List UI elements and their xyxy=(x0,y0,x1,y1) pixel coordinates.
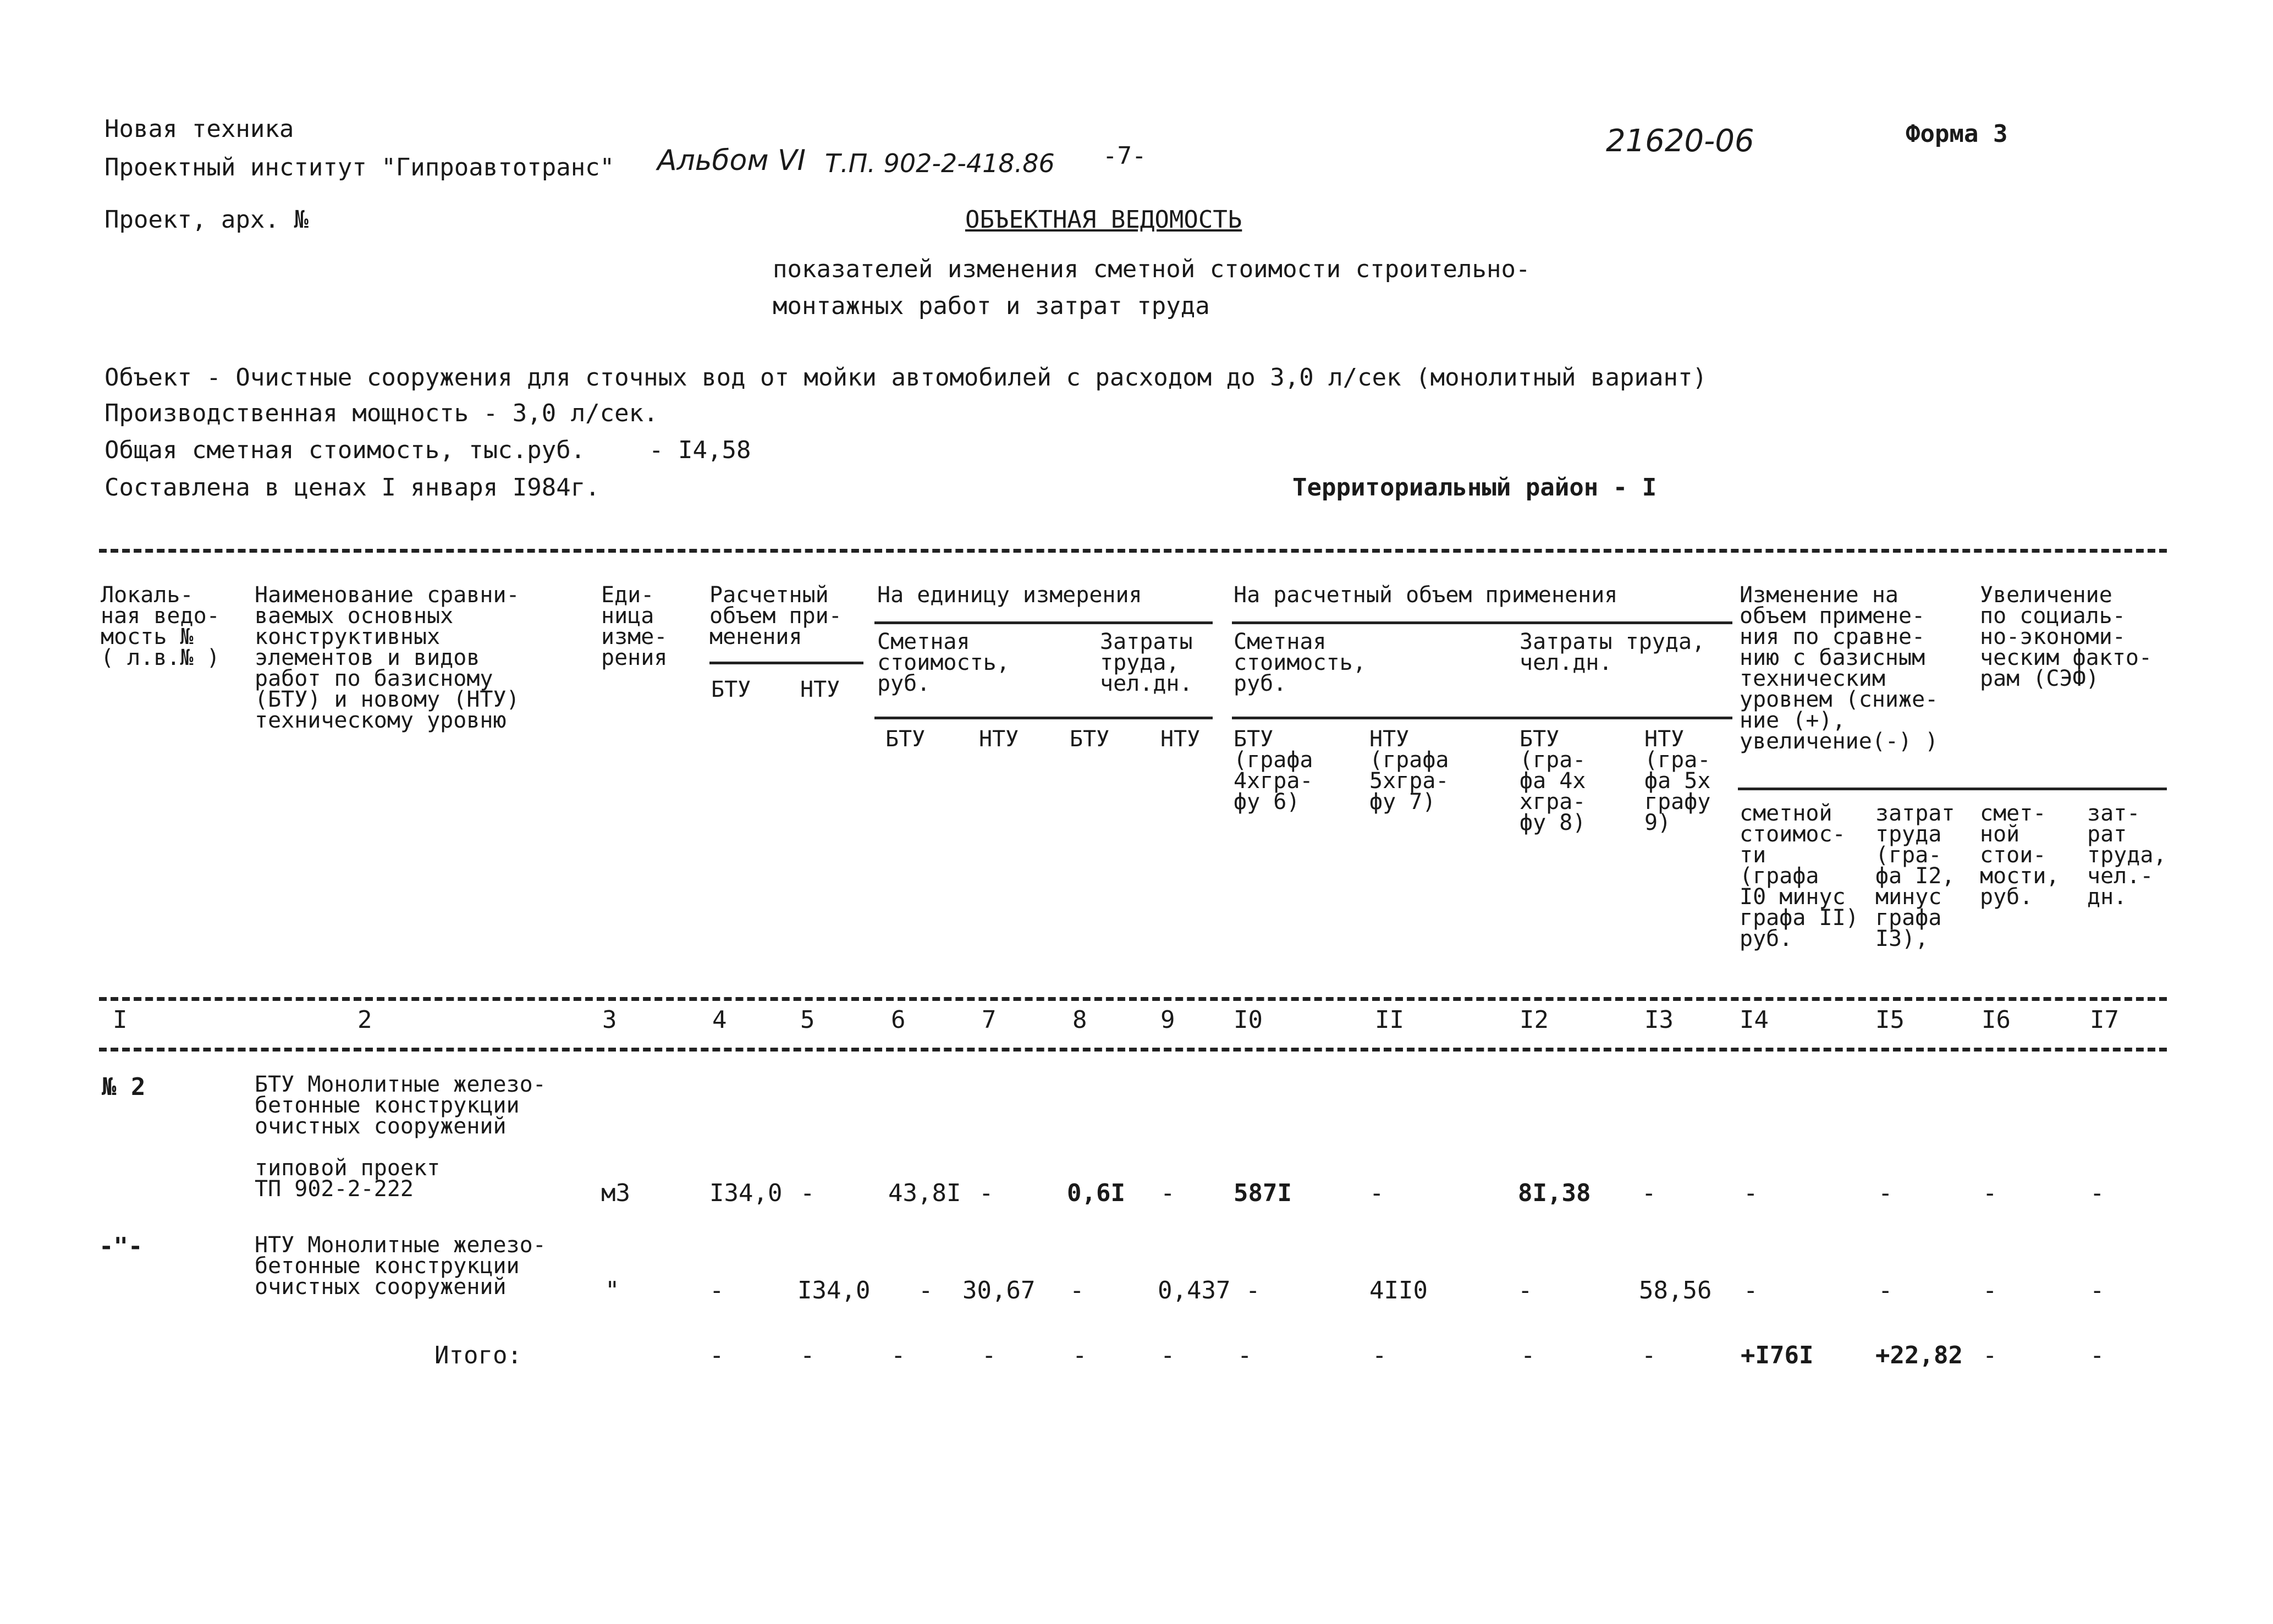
total-c7: - xyxy=(982,1341,997,1369)
colnum-5: 5 xyxy=(800,1006,815,1034)
row1-c10: 587I xyxy=(1234,1179,1292,1207)
colnum-9: 9 xyxy=(1160,1006,1175,1034)
row2-c9: 0,437 xyxy=(1158,1276,1231,1304)
total-c9: - xyxy=(1160,1341,1175,1369)
row1-name: БТУ Монолитные железо- бетонные конструкции очистных сооружений xyxy=(255,1072,546,1139)
territorial-region: Территориальный район - I xyxy=(1292,474,1657,502)
row2-c16: - xyxy=(1983,1276,1997,1304)
colnum-14: I4 xyxy=(1740,1006,1769,1034)
total-c15: +22,82 xyxy=(1875,1341,1963,1369)
total-c12: - xyxy=(1521,1341,1535,1369)
row1-c14: - xyxy=(1743,1179,1758,1207)
total-cost-label: Общая сметная стоимость, тыс.руб. xyxy=(104,436,586,464)
row1-c5: - xyxy=(800,1179,815,1207)
header-change: Изменение на объем примене- ния по сравне- нию с базисным техническим уровнем (сниже- ние (+), увеличение(-) ) xyxy=(1740,582,1939,754)
header-sef: Увеличение по социаль- но-экономи- ческим факто- рам (СЭФ) xyxy=(1980,582,2153,691)
colnum-4: 4 xyxy=(712,1006,727,1034)
rule-unit xyxy=(874,621,1213,624)
colnum-1: I xyxy=(113,1006,128,1034)
rule-calc-sub xyxy=(1232,717,1732,719)
row2-c5: I34,0 xyxy=(797,1276,871,1304)
forma-label: Форма 3 xyxy=(1906,120,2008,148)
header-local-statement: Локаль- ная ведо- мость № ( л.в.№ ) xyxy=(101,582,220,670)
row1-number: № 2 xyxy=(102,1073,146,1101)
row1-c11: - xyxy=(1369,1179,1384,1207)
header-element-name: Наименование сравни- ваемых основных конструктивных элементов и видов работ по базисному (БТУ) и новому (НТУ) техническому уровню xyxy=(255,582,520,733)
header-c17: зат- рат труда, чел.- дн. xyxy=(2087,801,2167,910)
row2-c11: 4II0 xyxy=(1369,1276,1428,1304)
header-c7: НТУ xyxy=(979,726,1019,752)
row2-unit: " xyxy=(605,1276,620,1304)
total-c5: - xyxy=(800,1341,815,1369)
header-c11: НТУ (графа 5хгра- фу 7) xyxy=(1369,726,1449,814)
tp-number: Т.П. 902-2-418.86 xyxy=(825,148,1055,178)
doc-code: 21620-06 xyxy=(1606,123,1754,159)
total-c6: - xyxy=(891,1341,906,1369)
colnum-15: I5 xyxy=(1875,1006,1905,1034)
page-number: -7- xyxy=(1103,142,1147,170)
header-c12: БТУ (гра- фа 4х хгра- фу 8) xyxy=(1520,726,1586,835)
colnum-11: II xyxy=(1375,1006,1404,1034)
row1-project: типовой проект ТП 902-2-222 xyxy=(255,1155,441,1202)
subtitle-line1: показателей изменения сметной стоимости строительно- xyxy=(773,255,1531,283)
rule-volume xyxy=(709,662,863,664)
production-capacity: Производственная мощность - 3,0 л/сек. xyxy=(104,399,658,427)
colnum-13: I3 xyxy=(1644,1006,1674,1034)
colnum-2: 2 xyxy=(357,1006,372,1034)
header-c16: смет- ной стои- мости, руб. xyxy=(1980,801,2060,910)
header-line1: Новая техника xyxy=(104,115,294,143)
rule-change xyxy=(1738,788,2167,790)
header-calc-labor: Затраты труда, чел.дн. xyxy=(1520,629,1705,675)
row1-c8: 0,6I xyxy=(1067,1179,1125,1207)
row2-c8: - xyxy=(1070,1276,1085,1304)
row2-c17: - xyxy=(2090,1276,2105,1304)
header-c9: НТУ xyxy=(1160,726,1201,752)
row2-name: НТУ Монолитные железо- бетонные конструкции очистных сооружений xyxy=(255,1232,546,1300)
subtitle-line2: монтажных работ и затрат труда xyxy=(773,292,1210,320)
colnum-16: I6 xyxy=(1982,1006,2011,1034)
header-volume: Расчетный объем при- менения xyxy=(709,582,842,649)
total-c8: - xyxy=(1072,1341,1087,1369)
colnum-3: 3 xyxy=(602,1006,617,1034)
row2-number: -"- xyxy=(99,1232,143,1260)
row1-c15: - xyxy=(1878,1179,1893,1207)
row1-c4: I34,0 xyxy=(709,1179,783,1207)
header-calc-cost: Сметная стоимость, руб. xyxy=(1234,629,1366,696)
header-calc-volume: На расчетный объем применения xyxy=(1234,582,1618,608)
row2-c10: - xyxy=(1246,1276,1261,1304)
row1-c16: - xyxy=(1983,1179,1997,1207)
header-volume-ntu: НТУ xyxy=(800,677,840,702)
row2-c15: - xyxy=(1878,1276,1893,1304)
row2-c6: - xyxy=(918,1276,933,1304)
row1-c13: - xyxy=(1642,1179,1656,1207)
row1-c17: - xyxy=(2090,1179,2105,1207)
colnum-12: I2 xyxy=(1520,1006,1549,1034)
header-unit: Еди- ница изме- рения xyxy=(601,582,668,670)
total-label: Итого: xyxy=(434,1341,522,1369)
header-per-unit: На единицу измерения xyxy=(877,582,1142,608)
total-c17: - xyxy=(2090,1341,2105,1369)
total-c13: - xyxy=(1642,1341,1656,1369)
rule-unit-sub xyxy=(874,717,1213,719)
colnum-6: 6 xyxy=(891,1006,906,1034)
header-volume-btu: БТУ xyxy=(711,677,751,702)
row2-c7: 30,67 xyxy=(962,1276,1036,1304)
header-c14: сметной стоимос- ти (графа I0 минус графа II) руб. xyxy=(1740,801,1859,951)
row2-c14: - xyxy=(1743,1276,1758,1304)
total-c4: - xyxy=(709,1341,724,1369)
row1-c12: 8I,38 xyxy=(1518,1179,1591,1207)
header-unit-labor: Затраты труда, чел.дн. xyxy=(1100,629,1193,696)
colnum-7: 7 xyxy=(982,1006,997,1034)
price-basis: Составлена в ценах I января I984г. xyxy=(104,474,600,502)
row1-unit: м3 xyxy=(601,1179,630,1207)
album-label: Альбом VI xyxy=(657,144,806,177)
object-description: Объект - Очистные сооружения для сточных вод от мойки автомобилей с расходом до 3,0 л/сек (монолитный вариант) xyxy=(104,364,1707,392)
header-institute: Проектный институт "Гипроавтотранс" xyxy=(104,153,615,181)
colnum-10: I0 xyxy=(1234,1006,1263,1034)
header-c13: НТУ (гра- фа 5х графу 9) xyxy=(1644,726,1711,835)
header-bottom-rule xyxy=(99,997,2167,1001)
total-c11: - xyxy=(1372,1341,1387,1369)
row1-c9: - xyxy=(1160,1179,1175,1207)
header-c8: БТУ xyxy=(1070,726,1110,752)
numbers-bottom-rule xyxy=(99,1048,2167,1052)
colnum-17: I7 xyxy=(2090,1006,2119,1034)
header-c6: БТУ xyxy=(885,726,926,752)
row1-c7: - xyxy=(979,1179,994,1207)
row1-c6: 43,8I xyxy=(888,1179,961,1207)
table-top-rule xyxy=(99,549,2167,553)
header-c15: затрат труда (гра- фа I2, минус графа I3), xyxy=(1875,801,1955,951)
project-archive: Проект, арх. № xyxy=(104,206,309,234)
colnum-8: 8 xyxy=(1072,1006,1087,1034)
row2-c13: 58,56 xyxy=(1639,1276,1712,1304)
header-unit-cost: Сметная стоимость, руб. xyxy=(877,629,1010,696)
total-c16: - xyxy=(1983,1341,1997,1369)
document-title: ОБЪЕКТНАЯ ВЕДОМОСТЬ xyxy=(965,206,1242,234)
total-cost-value: - I4,58 xyxy=(649,436,751,464)
row2-c4: - xyxy=(709,1276,724,1304)
header-c10: БТУ (графа 4хгра- фу 6) xyxy=(1234,726,1313,814)
total-c14: +I76I xyxy=(1741,1341,1814,1369)
row2-c12: - xyxy=(1518,1276,1533,1304)
rule-calc xyxy=(1232,621,1732,624)
total-c10: - xyxy=(1237,1341,1252,1369)
